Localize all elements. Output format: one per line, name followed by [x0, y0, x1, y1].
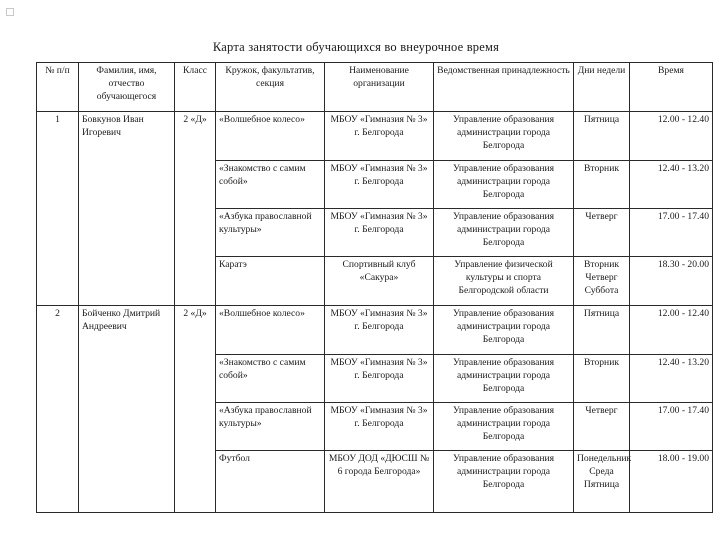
activity-time: 12.00 - 12.40 [630, 112, 713, 161]
activity-org: МБОУ «Гимназия № 3» г. Белгорода [325, 403, 434, 451]
header-num: № п/п [37, 63, 79, 112]
activity-dept: Управление образования администрации города Белгорода [434, 403, 574, 451]
activity-time: 17.00 - 17.40 [630, 209, 713, 257]
student-name: Бойченко Дмитрий Андреевич [79, 306, 175, 513]
activity-circle: «Знакомство с самим собой» [216, 161, 325, 209]
activity-dept: Управление физической культуры и спорта Белгородской области [434, 257, 574, 306]
activity-circle: «Волшебное колесо» [216, 112, 325, 161]
activity-days: Вторник Четверг Суббота [574, 257, 630, 306]
bullet-marker-icon [6, 8, 14, 16]
activity-dept: Управление образования администрации города Белгорода [434, 355, 574, 403]
activity-days: Четверг [574, 209, 630, 257]
activity-days: Понедельник Среда Пятница [574, 451, 630, 513]
table-row [37, 306, 713, 355]
header-class: Класс [175, 63, 216, 112]
activity-days: Вторник [574, 161, 630, 209]
document-title: Карта занятости обучающихся во внеурочное время [212, 40, 500, 54]
activity-days: Пятница [574, 306, 630, 355]
activity-time: 12.40 - 13.20 [630, 355, 713, 403]
activity-days: Вторник [574, 355, 630, 403]
activity-time: 18.00 - 19.00 [630, 451, 713, 513]
activity-days: Пятница [574, 112, 630, 161]
student-num: 1 [37, 112, 79, 306]
header-name: Фамилия, имя, отчество обучающегося [79, 63, 175, 112]
activity-time: 17.00 - 17.40 [630, 403, 713, 451]
activity-org: МБОУ «Гимназия № 3» г. Белгорода [325, 306, 434, 355]
activity-dept: Управление образования администрации города Белгорода [434, 209, 574, 257]
activity-org: МБОУ «Гимназия № 3» г. Белгорода [325, 161, 434, 209]
activity-org: МБОУ «Гимназия № 3» г. Белгорода [325, 355, 434, 403]
activity-org: Спортивный клуб «Сакура» [325, 257, 434, 306]
activity-circle: «Волшебное колесо» [216, 306, 325, 355]
activity-org: МБОУ ДОД «ДЮСШ № 6 города Белгорода» [325, 451, 434, 513]
student-class: 2 «Д» [175, 112, 216, 306]
student-num: 2 [37, 306, 79, 513]
activity-circle: «Азбука православной культуры» [216, 403, 325, 451]
student-class: 2 «Д» [175, 306, 216, 513]
activity-org: МБОУ «Гимназия № 3» г. Белгорода [325, 209, 434, 257]
activity-time: 12.00 - 12.40 [630, 306, 713, 355]
header-time: Время [630, 63, 713, 112]
header-org: Наименование организации [325, 63, 434, 112]
activity-circle: Футбол [216, 451, 325, 513]
activity-org: МБОУ «Гимназия № 3» г. Белгорода [325, 112, 434, 161]
employment-table [36, 62, 713, 513]
activity-time: 18.30 - 20.00 [630, 257, 713, 306]
table-row [37, 112, 713, 161]
activity-dept: Управление образования администрации города Белгорода [434, 161, 574, 209]
header-dept: Ведомственная принадлежность [434, 63, 574, 112]
activity-dept: Управление образования администрации города Белгорода [434, 306, 574, 355]
activity-circle: «Азбука православной культуры» [216, 209, 325, 257]
table-header-row [37, 63, 713, 112]
activity-dept: Управление образования администрации города Белгорода [434, 112, 574, 161]
header-days: Дни недели [574, 63, 630, 112]
student-name: Бовкунов Иван Игоревич [79, 112, 175, 306]
activity-days: Четверг [574, 403, 630, 451]
activity-dept: Управление образования администрации города Белгорода [434, 451, 574, 513]
activity-time: 12.40 - 13.20 [630, 161, 713, 209]
activity-circle: Каратэ [216, 257, 325, 306]
activity-circle: «Знакомство с самим собой» [216, 355, 325, 403]
header-circle: Кружок, факультатив, секция [216, 63, 325, 112]
